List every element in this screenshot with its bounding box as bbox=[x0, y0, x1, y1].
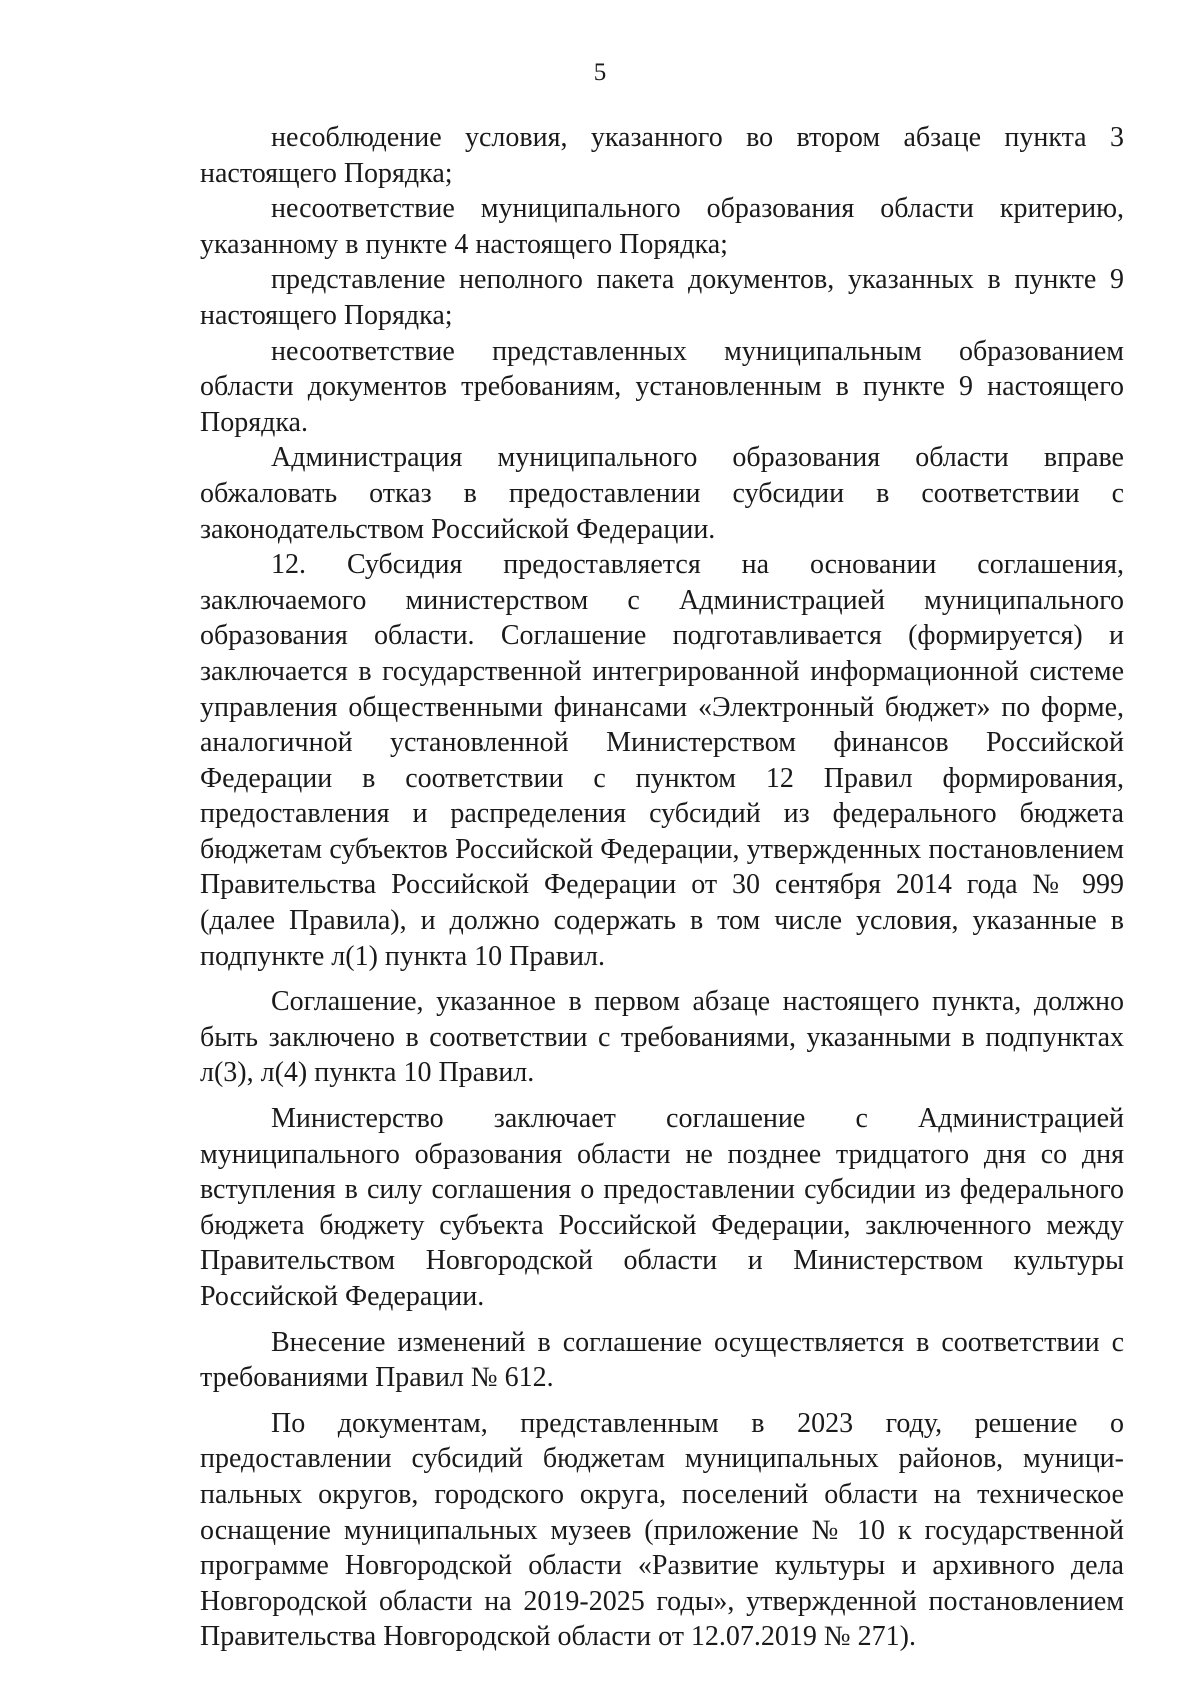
page-number: 5 bbox=[593, 59, 607, 86]
paragraph-item-12: 12. Субсидия предоставляется на основании соглашения, заключаемого министерством с Администрацией муниципального образования области. Соглашение подготавливается (формируется) и заключается в государственной интегрированной информационной системе управления общественными финансами «Электронный бюджет» по форме, аналогичной установленной Министерством финансов Российской Федерации в соответствии с пунктом 12 Правил формирования, предоставления и распределения субсидий из федерального бюджета бюджетам субъектов Российской Федерации, утвержденных постановлением Правительства Российской Федерации от 30 сентября 2014 года № 999 (далее Правила), и должно содержать в том числе условия, указанные в подпункте л(1) пункта 10 Правил. bbox=[200, 549, 1124, 972]
paragraph-document-mismatch: несоответствие представленных муниципальным образованием области документов требованиям, установленным в пункте 9 настоящего Порядка. bbox=[200, 335, 1124, 438]
paragraph-agreement-requirements: Соглашение, указанное в первом абзаце настоящего пункта, должно быть заключено в соответствии с требованиями, указанными в подпунктах л(3), л(4) пункта 10 Правил. bbox=[200, 986, 1124, 1089]
paragraph-appeal-right: Администрация муниципального образования области вправе обжаловать отказ в предоставлении субсидии в соответствии с законодательством Российской Федерации. bbox=[200, 442, 1124, 545]
paragraph-2023-documents: По документам, представленным в 2023 году, решение о предоставлении субсидий бюджетам муниципальных районов, муници-пальных округов, городского округа, поселений области на техническое оснащение муниципальных музеев (приложение № 10 к государственной программе Новгородской области «Развитие культуры и архивного дела Новгородской области на 2019-2025 годы», утвержденной постановлением Правительства Новгородской области от 12.07.2019 № 271). bbox=[200, 1407, 1124, 1653]
paragraph-incomplete-package: представление неполного пакета документов, указанных в пункте 9 настоящего Порядка; bbox=[200, 264, 1124, 331]
paragraph-amendments: Внесение изменений в соглашение осуществляется в соответствии с требованиями Правил № 612. bbox=[200, 1326, 1124, 1394]
paragraph-criterion-mismatch: несоответствие муниципального образования области критерию, указанному в пункте 4 настоящего Порядка; bbox=[200, 193, 1124, 260]
paragraph-condition-violation: несоблюдение условия, указанного во втором абзаце пункта 3 настоящего Порядка; bbox=[200, 122, 1124, 189]
document-body bbox=[200, 120, 1124, 1655]
paragraph-agreement-deadline: Министерство заключает соглашение с Администрацией муниципального образования области не позднее тридцатого дня со дня вступления в силу соглашения о предоставлении субсидии из федерального бюджета бюджету субъекта Российской Федерации, заключенного между Правительством Новгородской области и Министерством культуры Российской Федерации. bbox=[200, 1103, 1124, 1312]
